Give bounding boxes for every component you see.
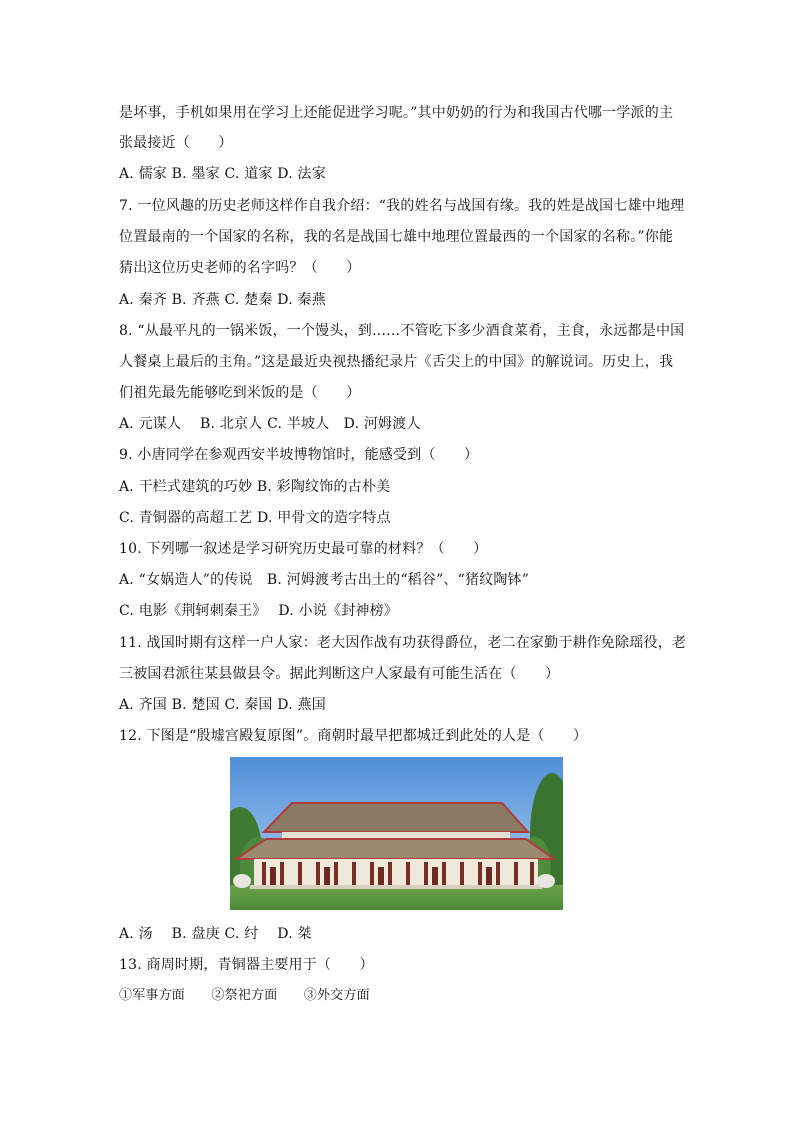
answer-options: A. 干栏式建筑的巧妙 B. 彩陶纹饰的古朴美: [119, 479, 391, 495]
answer-options: ①军事方面 ②祭祀方面 ③外交方面: [119, 988, 370, 1003]
question-12: 12. 下图是“殷墟宫殿复原图”。商朝时最早把都城迁到此处的人是（ ）: [119, 728, 588, 744]
answer-options: A. 汤 B. 盘庚 C. 纣 D. 桀: [119, 926, 312, 942]
question-13: 13. 商周时期，青铜器主要用于（ ）: [119, 957, 374, 973]
text-line: 位置最南的一个国家的名称，我的名是战国七雄中地理位置最西的一个国家的名称。”你能: [119, 229, 674, 245]
question-7: 7. 一位风趣的历史老师这样作自我介绍：“我的姓名与战国有缘。我的姓是战国七雄中地理: [119, 198, 685, 214]
text-line: 张最接近（ ）: [119, 135, 233, 151]
text-line: 是坏事，手机如果用在学习上还能促进学习呢。”其中奶奶的行为和我国古代哪一学派的主: [119, 105, 674, 121]
text-line: 人餐桌上最后的主角。”这是最近央视热播纪录片《舌尖上的中国》的解说词。历史上，我: [119, 354, 674, 370]
answer-options: A. 元谋人 B. 北京人 C. 半坡人 D. 河姆渡人: [119, 416, 421, 432]
text-line: 们祖先最先能够吃到米饭的是（ ）: [119, 385, 361, 401]
answer-options: A. “女娲造人”的传说 B. 河姆渡考古出土的“稻谷”、“猪纹陶钵”: [119, 572, 530, 588]
text-line: 三被国君派往某县做县令。据此判断这户人家最有可能生活在（ ）: [119, 666, 560, 682]
palace-reconstruction-image: [230, 757, 563, 910]
question-8: 8. “从最平凡的一锅米饭，一个馒头，到……不管吃下多少酒食菜肴，主食，永远都是中国: [119, 323, 685, 339]
answer-options: C. 青铜器的高超工艺 D. 甲骨文的造字特点: [119, 510, 391, 526]
question-10: 10. 下列哪一叙述是学习研究历史最可靠的材料？（ ）: [119, 541, 488, 557]
answer-options: A. 儒家 B. 墨家 C. 道家 D. 法家: [119, 166, 326, 182]
question-9: 9. 小唐同学在参观西安半坡博物馆时，能感受到（ ）: [119, 447, 479, 463]
answer-options: C. 电影《荆轲刺秦王》 D. 小说《封神榜》: [119, 603, 398, 619]
answer-options: A. 秦齐 B. 齐燕 C. 楚秦 D. 秦燕: [119, 292, 326, 308]
question-11: 11. 战国时期有这样一户人家：老大因作战有功获得爵位，老二在家勤于耕作免除瑶役，老: [119, 635, 687, 651]
answer-options: A. 齐国 B. 楚国 C. 秦国 D. 燕国: [119, 697, 326, 713]
text-line: 猜出这位历史老师的名字吗？（ ）: [119, 260, 361, 276]
